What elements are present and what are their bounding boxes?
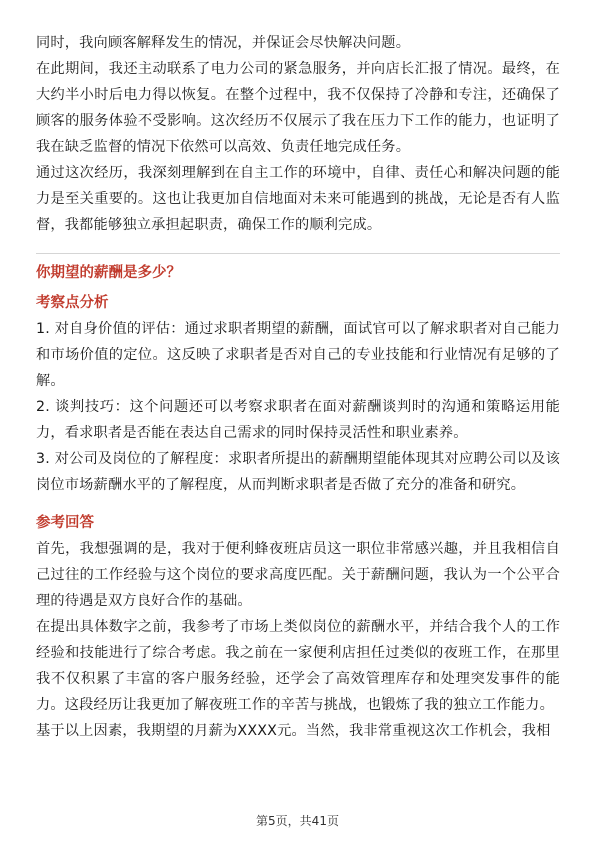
question-heading: 你期望的薪酬是多少？: [36, 265, 181, 281]
analysis-item-2: 2. 谈判技巧：这个问题还可以考察求职者在面对薪酬谈判时的沟通和策略运用能力，看求职者是否能在表达自己需求的同时保持灵活性和职业素养。: [36, 399, 560, 441]
section-divider: [36, 253, 560, 254]
answer-paragraph-1: 首先，我想强调的是，我对于便利蜂夜班店员这一职位非常感兴趣，并且我相信自己过往的工作经验与这个岗位的要求高度匹配。关于薪酬问题，我认为一个公平合理的待遇是双方良好合作的基础。: [36, 541, 560, 609]
answer-heading: 参考回答: [36, 515, 94, 531]
intro-paragraph-2: 在此期间，我还主动联系了电力公司的紧急服务，并向店长汇报了情况。最终，在大约半小时后电力得以恢复。在整个过程中，我不仅保持了冷静和专注，还确保了顾客的服务体验不受影响。这次经历不仅展示了我在压力下工作的能力，也证明了我在缺乏监督的情况下依然可以高效、负责任地完成任务。: [36, 61, 560, 155]
analysis-item-3: 3. 对公司及岗位的了解程度：求职者所提出的薪酬期望能体现其对应聘公司以及该岗位市场薪酬水平的了解程度，从而判断求职者是否做了充分的准备和研究。: [36, 451, 560, 493]
analysis-heading: 考察点分析: [36, 295, 109, 311]
answer-paragraph-3: 基于以上因素，我期望的月薪为XXXX元。当然，我非常重视这次工作机会，我相: [36, 723, 551, 739]
intro-paragraph-1: 同时，我向顾客解释发生的情况，并保证会尽快解决问题。: [36, 35, 411, 51]
answer-paragraph-2: 在提出具体数字之前，我参考了市场上类似岗位的薪酬水平，并结合我个人的工作经验和技能进行了综合考虑。我之前在一家便利店担任过类似的夜班工作，在那里我不仅积累了丰富的客户服务经验，还学会了高效管理库存和处理突发事件的能力。这段经历让我更加了解夜班工作的辛苦与挑战，也锻炼了我的独立工作能力。: [36, 619, 560, 713]
page-number: 第5页，共41页: [256, 814, 339, 828]
analysis-item-1: 1. 对自身价值的评估：通过求职者期望的薪酬，面试官可以了解求职者对自己能力和市场价值的定位。这反映了求职者是否对自己的专业技能和行业情况有足够的了解。: [36, 321, 560, 389]
intro-paragraph-3: 通过这次经历，我深刻理解到在自主工作的环境中，自律、责任心和解决问题的能力是至关重要的。这也让我更加自信地面对未来可能遇到的挑战，无论是否有人监督，我都能够独立承担起职责，确保工作的顺利完成。: [36, 165, 560, 233]
document-page: [36, 30, 560, 744]
